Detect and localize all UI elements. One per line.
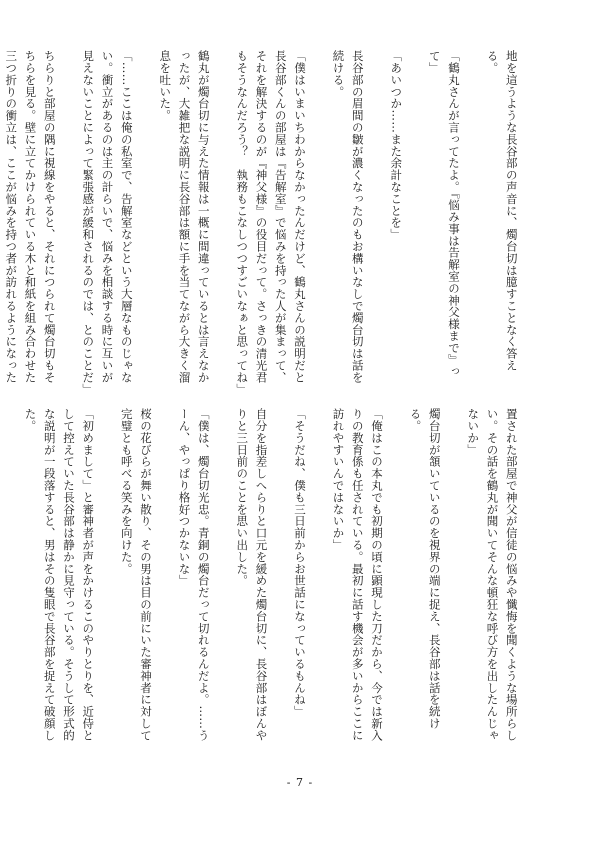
paragraph: 燭台切が頷いているのを視界の端に捉え、長谷部は話を続ける。 bbox=[408, 408, 442, 730]
paragraph: 「鶴丸さんが言ってたよ。『悩み事は告解室の神父様まで』って」 bbox=[427, 50, 461, 378]
paragraph: 「僕はいまいちわからなかったんだけど、鶴丸さんの説明だと長谷部くんの部屋は『告解室』で悩みを持った人が集まって、それを解決するのが『神父様』の役目だって。さっきの清光君もそうなんだろう？ 執務もこなしつつすごいなぁと思ってね」 bbox=[235, 50, 307, 396]
paragraph: 桜の花びらが舞い散り、その男は目の前にいた審神者に対して完璧とも呼べる笑みを向けた。 bbox=[119, 408, 153, 742]
paragraph: 「……ここは俺の私室で、告解室などという大層なものじゃない。衝立があるのは主の計らいで、悩みを相談する時に互いが見えないことによって緊張感が緩和されるのでは、とのことだ」 bbox=[81, 50, 134, 396]
paragraph: 「あいつか……また余計なことを」 bbox=[389, 50, 404, 241]
paragraph: 鶴丸が燭台切に与えた情報は一概に間違っているとは言えなかったが、大雑把な説明に長谷部は額に手を当てながら大きく溜息を吐いた。 bbox=[158, 50, 211, 384]
page-number: - 7 - bbox=[286, 776, 314, 789]
paragraph: 「そうだね、僕も三日前からお世話になっているもんね」 bbox=[293, 408, 307, 718]
paragraph bbox=[0, 408, 1, 753]
paragraph: 地を這うような長谷部の声音に、燭台切は臆すことなく答える。 bbox=[485, 50, 519, 372]
paragraph: 「僕は、燭台切光忠。青銅の燭台だって切れるんだよ。……うーん、やっぱり格好つかないな」 bbox=[177, 408, 211, 742]
paragraph: ちらりと部屋の隅に視線をやると、それにつられて燭台切もそちらを見る。壁に立てかけられている木と和紙を組み合わせた三つ折りの衝立は、ここが悩みを持つ者が訪れるようになった bbox=[4, 50, 57, 384]
paragraph: 「俺はこの本丸でも初期の頃に顕現した刀だから、今では新入りの教育係も任されている。最初に話す機会が多いからここに訪れやすいんではないか」 bbox=[331, 408, 384, 742]
paragraph: 自分を指差しへらりと口元を緩めた燭台切に、長谷部はぼんやりと三日前のことを思い出した。 bbox=[235, 408, 269, 742]
paragraph: 長谷部の眉間の皺が濃くなったのもお構いなしで燭台切は話を続ける。 bbox=[331, 50, 365, 384]
lower-text-column bbox=[23, 408, 540, 753]
upper-text-column bbox=[4, 50, 540, 396]
paragraph: 置された部屋で神父が信徒の悩みや懺悔を聞くような場所らしい。その話を鶴丸が聞いてそんな頓狂な呼び方を出したんじゃないか」 bbox=[466, 408, 519, 742]
paragraph: 「初めまして」と審神者が声をかけるこのやりとりを、近侍として控えていた長谷部は静かに見守っている。そうして形式的な説明が一段落すると、男はその隻眼で長谷部を捉えて破顔した。 bbox=[23, 408, 96, 742]
